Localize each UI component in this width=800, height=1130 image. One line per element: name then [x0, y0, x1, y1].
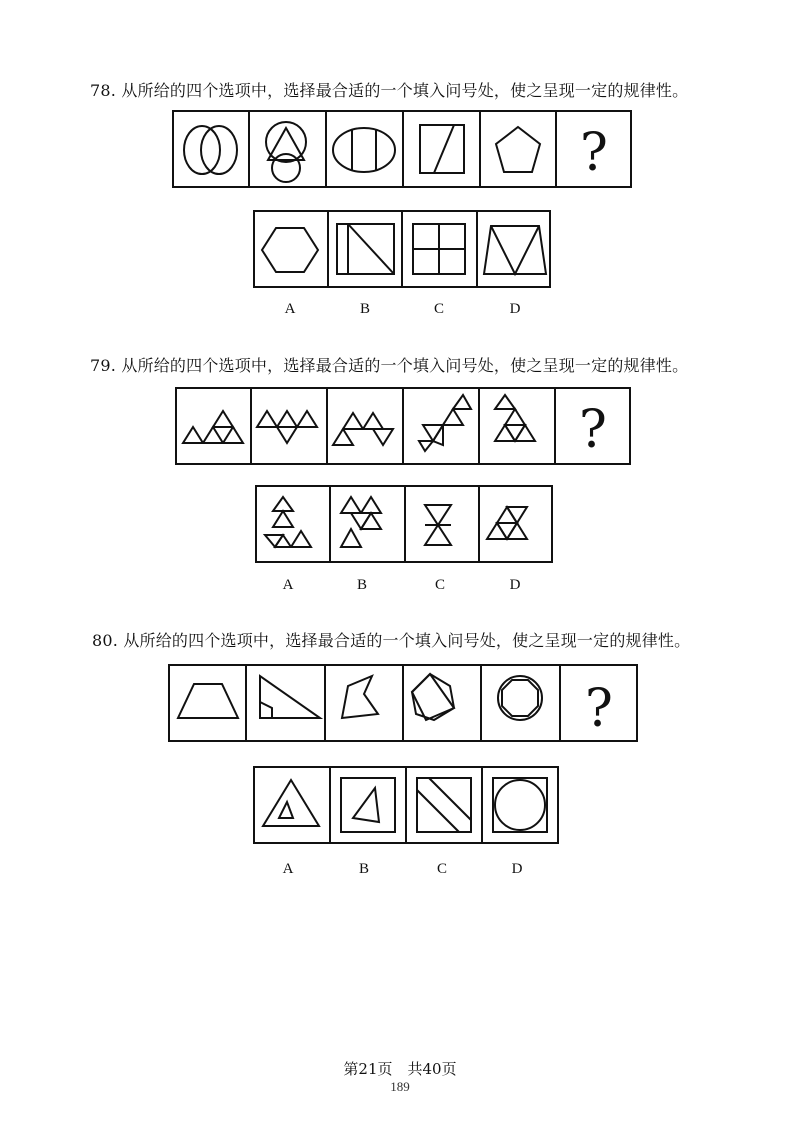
q80-option-a-figure[interactable] — [263, 780, 319, 826]
q79-figure-2 — [257, 411, 317, 443]
q80-sequence-figures — [168, 664, 638, 742]
q78-option-c-label[interactable]: C — [433, 301, 444, 317]
q79-figure-1 — [183, 411, 243, 443]
q80-option-c-label[interactable]: C — [436, 861, 447, 877]
q78-figure-5 — [496, 127, 540, 172]
q78-option-c-figure[interactable] — [413, 224, 465, 274]
question-80-text: 80. 从所给的四个选项中，选择最合适的一个填入问号处，使之呈现一定的规律性。 — [92, 631, 691, 650]
q78-figure-3 — [333, 128, 395, 172]
q78-option-d-figure[interactable] — [484, 226, 546, 274]
q79-option-c-label[interactable]: C — [434, 577, 445, 593]
q78-figure-4 — [420, 125, 464, 173]
q79-option-a-figure[interactable] — [265, 497, 311, 547]
q79-option-b-label[interactable]: B — [356, 577, 367, 593]
q78-option-b-figure[interactable] — [337, 224, 394, 274]
q80-figure-3 — [342, 676, 378, 718]
q80-option-figures — [253, 766, 559, 844]
q80-figure-1 — [178, 684, 238, 718]
q80-option-b-label[interactable]: B — [358, 861, 369, 877]
page-info: 第21页 共40页 — [343, 1060, 457, 1078]
q78-option-d-label[interactable]: D — [509, 301, 521, 317]
question-78-text: 78. 从所给的四个选项中，选择最合适的一个填入问号处，使之呈现一定的规律性。 — [90, 81, 689, 100]
q79-option-d-figure[interactable] — [487, 507, 527, 539]
q78-option-figures — [253, 210, 551, 288]
q80-figure-4 — [412, 674, 454, 720]
page-number: 189 — [390, 1079, 410, 1094]
q80-option-b-figure[interactable] — [341, 778, 395, 832]
q80-option-c-figure[interactable] — [417, 778, 471, 832]
q79-figure-4 — [419, 395, 471, 451]
q78-sequence-figures — [172, 110, 632, 188]
q78-option-a-figure[interactable] — [262, 228, 318, 272]
q80-options-strip — [253, 766, 559, 844]
q79-figure-5 — [495, 395, 535, 441]
q79-figure-3 — [333, 413, 393, 445]
q78-option-b-label[interactable]: B — [359, 301, 370, 317]
q80-option-d-figure[interactable] — [493, 778, 547, 832]
question-79-text: 79. 从所给的四个选项中，选择最合适的一个填入问号处，使之呈现一定的规律性。 — [90, 356, 689, 375]
q80-option-a-label[interactable]: A — [282, 861, 294, 877]
q78-option-a-label[interactable]: A — [284, 301, 296, 317]
q78-sequence-strip — [172, 110, 632, 188]
q78-figure-2 — [266, 122, 306, 182]
q80-figure-5 — [498, 676, 542, 720]
q78-question-mark: ? — [580, 123, 608, 183]
q79-options-strip — [255, 485, 553, 563]
q79-sequence-strip — [175, 387, 631, 465]
page-footer — [0, 1058, 800, 1095]
q80-question-mark: ? — [585, 679, 613, 739]
q79-question-mark: ? — [579, 400, 607, 460]
q78-figure-1 — [184, 126, 237, 174]
q80-figure-2 — [260, 676, 320, 718]
q79-option-d-label[interactable]: D — [509, 577, 521, 593]
q79-sequence-figures — [175, 387, 631, 465]
q80-option-d-label[interactable]: D — [511, 861, 523, 877]
q79-option-figures — [255, 485, 553, 563]
q79-option-b-figure[interactable] — [341, 497, 381, 547]
q80-sequence-strip — [168, 664, 638, 742]
q79-option-a-label[interactable]: A — [282, 577, 294, 593]
q79-option-c-figure[interactable] — [425, 505, 451, 545]
q78-options-strip — [253, 210, 551, 288]
